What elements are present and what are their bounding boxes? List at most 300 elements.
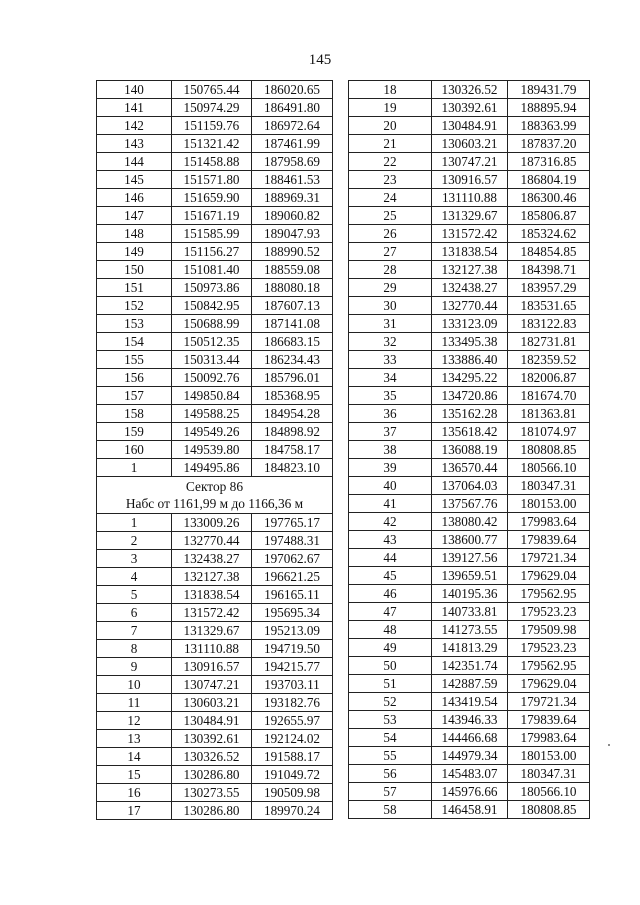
coordinate-y: 191588.17: [252, 748, 333, 766]
point-number: 15: [97, 766, 172, 784]
coordinate-x: 140733.81: [432, 603, 508, 621]
point-number: 51: [349, 675, 432, 693]
point-number: 52: [349, 693, 432, 711]
coordinate-y: 186234.43: [252, 351, 333, 369]
point-number: 151: [97, 279, 172, 297]
point-number: 155: [97, 351, 172, 369]
point-number: 17: [97, 802, 172, 820]
coordinate-x: 130603.21: [432, 135, 508, 153]
table-row: [97, 279, 333, 297]
coordinate-y: 179839.64: [508, 531, 590, 549]
coordinate-y: 180153.00: [508, 495, 590, 513]
coordinate-y: 185368.95: [252, 387, 333, 405]
coordinate-y: 179509.98: [508, 621, 590, 639]
point-number: 28: [349, 261, 432, 279]
coordinate-x: 139127.56: [432, 549, 508, 567]
point-number: 11: [97, 694, 172, 712]
coordinate-y: 183957.29: [508, 279, 590, 297]
coordinate-x: 151321.42: [172, 135, 252, 153]
table-row: [349, 441, 590, 459]
point-number: 152: [97, 297, 172, 315]
coordinate-y: 194215.77: [252, 658, 333, 676]
table-row: [349, 747, 590, 765]
coordinate-x: 130392.61: [172, 730, 252, 748]
table-row: [97, 694, 333, 712]
coordinate-x: 131329.67: [172, 622, 252, 640]
point-number: 46: [349, 585, 432, 603]
table-row: [349, 297, 590, 315]
coordinate-y: 184954.28: [252, 405, 333, 423]
point-number: 142: [97, 117, 172, 135]
coordinate-x: 131838.54: [432, 243, 508, 261]
coordinate-x: 135618.42: [432, 423, 508, 441]
coordinate-y: 180153.00: [508, 747, 590, 765]
point-number: 30: [349, 297, 432, 315]
coordinate-y: 179721.34: [508, 693, 590, 711]
table-row: [97, 117, 333, 135]
table-row: [349, 783, 590, 801]
coordinate-x: 130326.52: [172, 748, 252, 766]
table-row: [349, 207, 590, 225]
coordinate-y: 184823.10: [252, 459, 333, 477]
coordinate-y: 179562.95: [508, 657, 590, 675]
point-number: 18: [349, 81, 432, 99]
coordinate-x: 141813.29: [432, 639, 508, 657]
point-number: 141: [97, 99, 172, 117]
point-number: 25: [349, 207, 432, 225]
coordinate-y: 193182.76: [252, 694, 333, 712]
coordinate-y: 179562.95: [508, 585, 590, 603]
coordinate-x: 151571.80: [172, 171, 252, 189]
point-number: 38: [349, 441, 432, 459]
coordinate-x: 130286.80: [172, 766, 252, 784]
table-row: [97, 351, 333, 369]
coordinate-y: 186804.19: [508, 171, 590, 189]
table-row: [97, 315, 333, 333]
table-row: [349, 567, 590, 585]
point-number: 1: [97, 514, 172, 532]
coordinate-y: 184898.92: [252, 423, 333, 441]
coordinate-y: 188559.08: [252, 261, 333, 279]
point-number: 143: [97, 135, 172, 153]
point-number: 1: [97, 459, 172, 477]
coordinate-x: 150313.44: [172, 351, 252, 369]
point-number: 47: [349, 603, 432, 621]
coordinate-y: 194719.50: [252, 640, 333, 658]
point-number: 153: [97, 315, 172, 333]
coordinate-x: 134295.22: [432, 369, 508, 387]
point-number: 7: [97, 622, 172, 640]
table-row: [97, 532, 333, 550]
coordinate-y: 185806.87: [508, 207, 590, 225]
table-row: [97, 604, 333, 622]
coordinate-y: 183531.65: [508, 297, 590, 315]
coordinate-y: 197765.17: [252, 514, 333, 532]
point-number: 4: [97, 568, 172, 586]
point-number: 56: [349, 765, 432, 783]
point-number: 31: [349, 315, 432, 333]
table-row: [349, 621, 590, 639]
point-number: 20: [349, 117, 432, 135]
point-number: 43: [349, 531, 432, 549]
coordinate-x: 139659.51: [432, 567, 508, 585]
table-row: [97, 405, 333, 423]
coordinate-y: 185796.01: [252, 369, 333, 387]
coordinate-y: 192124.02: [252, 730, 333, 748]
coordinate-y: 180566.10: [508, 459, 590, 477]
table-row: [97, 423, 333, 441]
point-number: 14: [97, 748, 172, 766]
coordinate-y: 190509.98: [252, 784, 333, 802]
point-number: 48: [349, 621, 432, 639]
coordinate-x: 151659.90: [172, 189, 252, 207]
point-number: 12: [97, 712, 172, 730]
table-row: [349, 729, 590, 747]
coordinate-x: 133123.09: [432, 315, 508, 333]
table-row: [349, 459, 590, 477]
point-number: 145: [97, 171, 172, 189]
table-row: [97, 802, 333, 820]
table-row: [349, 513, 590, 531]
coordinate-x: 149588.25: [172, 405, 252, 423]
coordinate-y: 186020.65: [252, 81, 333, 99]
table-row: [97, 207, 333, 225]
coordinate-x: 130603.21: [172, 694, 252, 712]
table-row: [349, 315, 590, 333]
coordinate-x: 144979.34: [432, 747, 508, 765]
coordinate-y: 188895.94: [508, 99, 590, 117]
table-row: [349, 675, 590, 693]
table-row: [349, 387, 590, 405]
table-row: [349, 639, 590, 657]
coordinate-y: 184398.71: [508, 261, 590, 279]
point-number: 41: [349, 495, 432, 513]
table-row: [349, 603, 590, 621]
coordinate-y: 179983.64: [508, 729, 590, 747]
section-title: Сектор 86: [185, 479, 244, 494]
coordinate-x: 130286.80: [172, 802, 252, 820]
table-row: [97, 784, 333, 802]
coordinate-y: 188969.31: [252, 189, 333, 207]
coordinate-x: 151159.76: [172, 117, 252, 135]
table-row: [349, 189, 590, 207]
table-row: [349, 369, 590, 387]
table-row: [349, 405, 590, 423]
point-number: 37: [349, 423, 432, 441]
coordinate-x: 138080.42: [432, 513, 508, 531]
coordinate-y: 187958.69: [252, 153, 333, 171]
table-row: [349, 279, 590, 297]
coordinate-y: 184758.17: [252, 441, 333, 459]
coordinate-x: 141273.55: [432, 621, 508, 639]
coordinate-x: 134720.86: [432, 387, 508, 405]
coordinate-y: 181674.70: [508, 387, 590, 405]
table-row: [349, 117, 590, 135]
coordinate-x: 151458.88: [172, 153, 252, 171]
coordinate-y: 181074.97: [508, 423, 590, 441]
table-row: [349, 243, 590, 261]
point-number: 16: [97, 784, 172, 802]
coordinate-y: 195695.34: [252, 604, 333, 622]
table-row: [97, 514, 333, 532]
table-row: [97, 658, 333, 676]
point-number: 44: [349, 549, 432, 567]
coordinate-x: 143419.54: [432, 693, 508, 711]
point-number: 45: [349, 567, 432, 585]
point-number: 57: [349, 783, 432, 801]
table-row: [97, 171, 333, 189]
table-row: [349, 423, 590, 441]
point-number: 53: [349, 711, 432, 729]
coordinate-x: 151671.19: [172, 207, 252, 225]
point-number: 156: [97, 369, 172, 387]
coordinate-y: 180566.10: [508, 783, 590, 801]
table-row: [349, 657, 590, 675]
point-number: 55: [349, 747, 432, 765]
point-number: 157: [97, 387, 172, 405]
table-row: [97, 459, 333, 477]
coordinate-x: 133009.26: [172, 514, 252, 532]
table-row: [349, 135, 590, 153]
table-row: [349, 99, 590, 117]
coordinate-x: 137567.76: [432, 495, 508, 513]
coordinate-x: 131572.42: [432, 225, 508, 243]
point-number: 50: [349, 657, 432, 675]
coordinate-y: 181363.81: [508, 405, 590, 423]
coordinate-y: 187837.20: [508, 135, 590, 153]
coordinate-x: 149495.86: [172, 459, 252, 477]
table-row: [97, 441, 333, 459]
coordinate-y: 195213.09: [252, 622, 333, 640]
coordinate-x: 150973.86: [172, 279, 252, 297]
coordinate-x: 130392.61: [432, 99, 508, 117]
table-row: [97, 189, 333, 207]
coordinate-x: 146458.91: [432, 801, 508, 819]
coordinate-y: 184854.85: [508, 243, 590, 261]
table-row: [97, 550, 333, 568]
point-number: 13: [97, 730, 172, 748]
coordinate-y: 186683.15: [252, 333, 333, 351]
point-number: 6: [97, 604, 172, 622]
point-number: 19: [349, 99, 432, 117]
table-row: [97, 261, 333, 279]
table-row: [349, 261, 590, 279]
table-row: [349, 495, 590, 513]
coordinate-x: 130747.21: [432, 153, 508, 171]
coordinate-y: 186300.46: [508, 189, 590, 207]
coordinate-x: 132438.27: [172, 550, 252, 568]
point-number: 148: [97, 225, 172, 243]
coordinate-y: 188990.52: [252, 243, 333, 261]
point-number: 29: [349, 279, 432, 297]
table-row: [349, 81, 590, 99]
point-number: 150: [97, 261, 172, 279]
table-row: [97, 766, 333, 784]
coordinate-x: 130916.57: [432, 171, 508, 189]
coordinate-x: 130916.57: [172, 658, 252, 676]
table-row: [349, 153, 590, 171]
page-number: 145: [308, 52, 332, 68]
coordinate-y: 189060.82: [252, 207, 333, 225]
coordinate-y: 180347.31: [508, 477, 590, 495]
coordinate-x: 136570.44: [432, 459, 508, 477]
coordinate-y: 179523.23: [508, 603, 590, 621]
coordinate-y: 187607.13: [252, 297, 333, 315]
table-row: [97, 712, 333, 730]
coordinate-y: 179523.23: [508, 639, 590, 657]
coordinate-x: 150974.29: [172, 99, 252, 117]
coordinate-y: 193703.11: [252, 676, 333, 694]
coordinate-y: 182359.52: [508, 351, 590, 369]
table-row: [97, 243, 333, 261]
coordinate-x: 150765.44: [172, 81, 252, 99]
table-row: [349, 693, 590, 711]
coordinate-x: 131572.42: [172, 604, 252, 622]
coordinate-y: 196621.25: [252, 568, 333, 586]
coordinate-y: 197488.31: [252, 532, 333, 550]
point-number: 23: [349, 171, 432, 189]
table-row: [97, 369, 333, 387]
coordinate-x: 133886.40: [432, 351, 508, 369]
coordinate-x: 143946.33: [432, 711, 508, 729]
coordinate-x: 149850.84: [172, 387, 252, 405]
table-row: [97, 153, 333, 171]
coordinate-y: 179839.64: [508, 711, 590, 729]
point-number: 160: [97, 441, 172, 459]
coordinate-y: 189970.24: [252, 802, 333, 820]
coordinate-x: 138600.77: [432, 531, 508, 549]
coordinate-y: 191049.72: [252, 766, 333, 784]
point-number: 144: [97, 153, 172, 171]
point-number: 35: [349, 387, 432, 405]
table-row: [97, 81, 333, 99]
coordinate-x: 150688.99: [172, 315, 252, 333]
point-number: 54: [349, 729, 432, 747]
table-row: [97, 568, 333, 586]
coordinate-y: 188363.99: [508, 117, 590, 135]
coordinate-x: 132127.38: [172, 568, 252, 586]
table-row: [349, 351, 590, 369]
coordinate-x: 131110.88: [172, 640, 252, 658]
coordinate-y: 187461.99: [252, 135, 333, 153]
point-number: 2: [97, 532, 172, 550]
coordinate-y: 180347.31: [508, 765, 590, 783]
coordinate-y: 179721.34: [508, 549, 590, 567]
point-number: 22: [349, 153, 432, 171]
coordinate-y: 187316.85: [508, 153, 590, 171]
coordinate-x: 150512.35: [172, 333, 252, 351]
table-row: [97, 748, 333, 766]
point-number: 3: [97, 550, 172, 568]
scan-speck: [608, 744, 610, 746]
coordinate-y: 189047.93: [252, 225, 333, 243]
coordinate-y: 188461.53: [252, 171, 333, 189]
coordinate-y: 189431.79: [508, 81, 590, 99]
coordinate-x: 149549.26: [172, 423, 252, 441]
table-row: [349, 333, 590, 351]
point-number: 5: [97, 586, 172, 604]
section-header-cell: [97, 477, 333, 514]
point-number: 9: [97, 658, 172, 676]
coordinate-x: 140195.36: [432, 585, 508, 603]
coordinate-x: 136088.19: [432, 441, 508, 459]
coordinate-x: 151585.99: [172, 225, 252, 243]
table-row: [349, 531, 590, 549]
point-number: 158: [97, 405, 172, 423]
table-row: [349, 477, 590, 495]
coordinate-x: 130484.91: [432, 117, 508, 135]
coordinate-y: 188080.18: [252, 279, 333, 297]
section-subtitle: Набс от 1161,99 м до 1166,36 м: [125, 496, 304, 511]
table-row: [349, 765, 590, 783]
coordinate-x: 133495.38: [432, 333, 508, 351]
table-row: [349, 585, 590, 603]
table-row: [97, 333, 333, 351]
coordinates-table-right: [348, 80, 590, 819]
coordinate-y: 192655.97: [252, 712, 333, 730]
coordinate-x: 142887.59: [432, 675, 508, 693]
table-row: [97, 622, 333, 640]
coordinate-y: 186491.80: [252, 99, 333, 117]
point-number: 42: [349, 513, 432, 531]
table-row: [97, 225, 333, 243]
coordinate-x: 130484.91: [172, 712, 252, 730]
point-number: 58: [349, 801, 432, 819]
point-number: 36: [349, 405, 432, 423]
point-number: 34: [349, 369, 432, 387]
table-row: [97, 640, 333, 658]
coordinate-y: 197062.67: [252, 550, 333, 568]
point-number: 10: [97, 676, 172, 694]
coordinate-y: 187141.08: [252, 315, 333, 333]
point-number: 26: [349, 225, 432, 243]
table-row: [349, 801, 590, 819]
coordinate-x: 150092.76: [172, 369, 252, 387]
table-row: [97, 676, 333, 694]
coordinate-y: 182731.81: [508, 333, 590, 351]
coordinate-x: 137064.03: [432, 477, 508, 495]
coordinate-x: 131110.88: [432, 189, 508, 207]
table-row: [97, 135, 333, 153]
coordinate-y: 179983.64: [508, 513, 590, 531]
coordinate-x: 132127.38: [432, 261, 508, 279]
point-number: 33: [349, 351, 432, 369]
coordinate-y: 179629.04: [508, 567, 590, 585]
coordinate-x: 150842.95: [172, 297, 252, 315]
point-number: 8: [97, 640, 172, 658]
point-number: 21: [349, 135, 432, 153]
table-row: [349, 711, 590, 729]
table-row: [349, 225, 590, 243]
coordinate-x: 132438.27: [432, 279, 508, 297]
coordinate-y: 186972.64: [252, 117, 333, 135]
point-number: 27: [349, 243, 432, 261]
coordinate-y: 182006.87: [508, 369, 590, 387]
coordinate-y: 180808.85: [508, 801, 590, 819]
table-row: [349, 549, 590, 567]
point-number: 32: [349, 333, 432, 351]
point-number: 146: [97, 189, 172, 207]
coordinate-x: 130326.52: [432, 81, 508, 99]
point-number: 154: [97, 333, 172, 351]
coordinate-y: 180808.85: [508, 441, 590, 459]
coordinate-x: 130273.55: [172, 784, 252, 802]
coordinate-x: 149539.80: [172, 441, 252, 459]
section-header-row: [97, 477, 333, 514]
coordinate-y: 179629.04: [508, 675, 590, 693]
table-row: [97, 586, 333, 604]
coordinate-x: 144466.68: [432, 729, 508, 747]
